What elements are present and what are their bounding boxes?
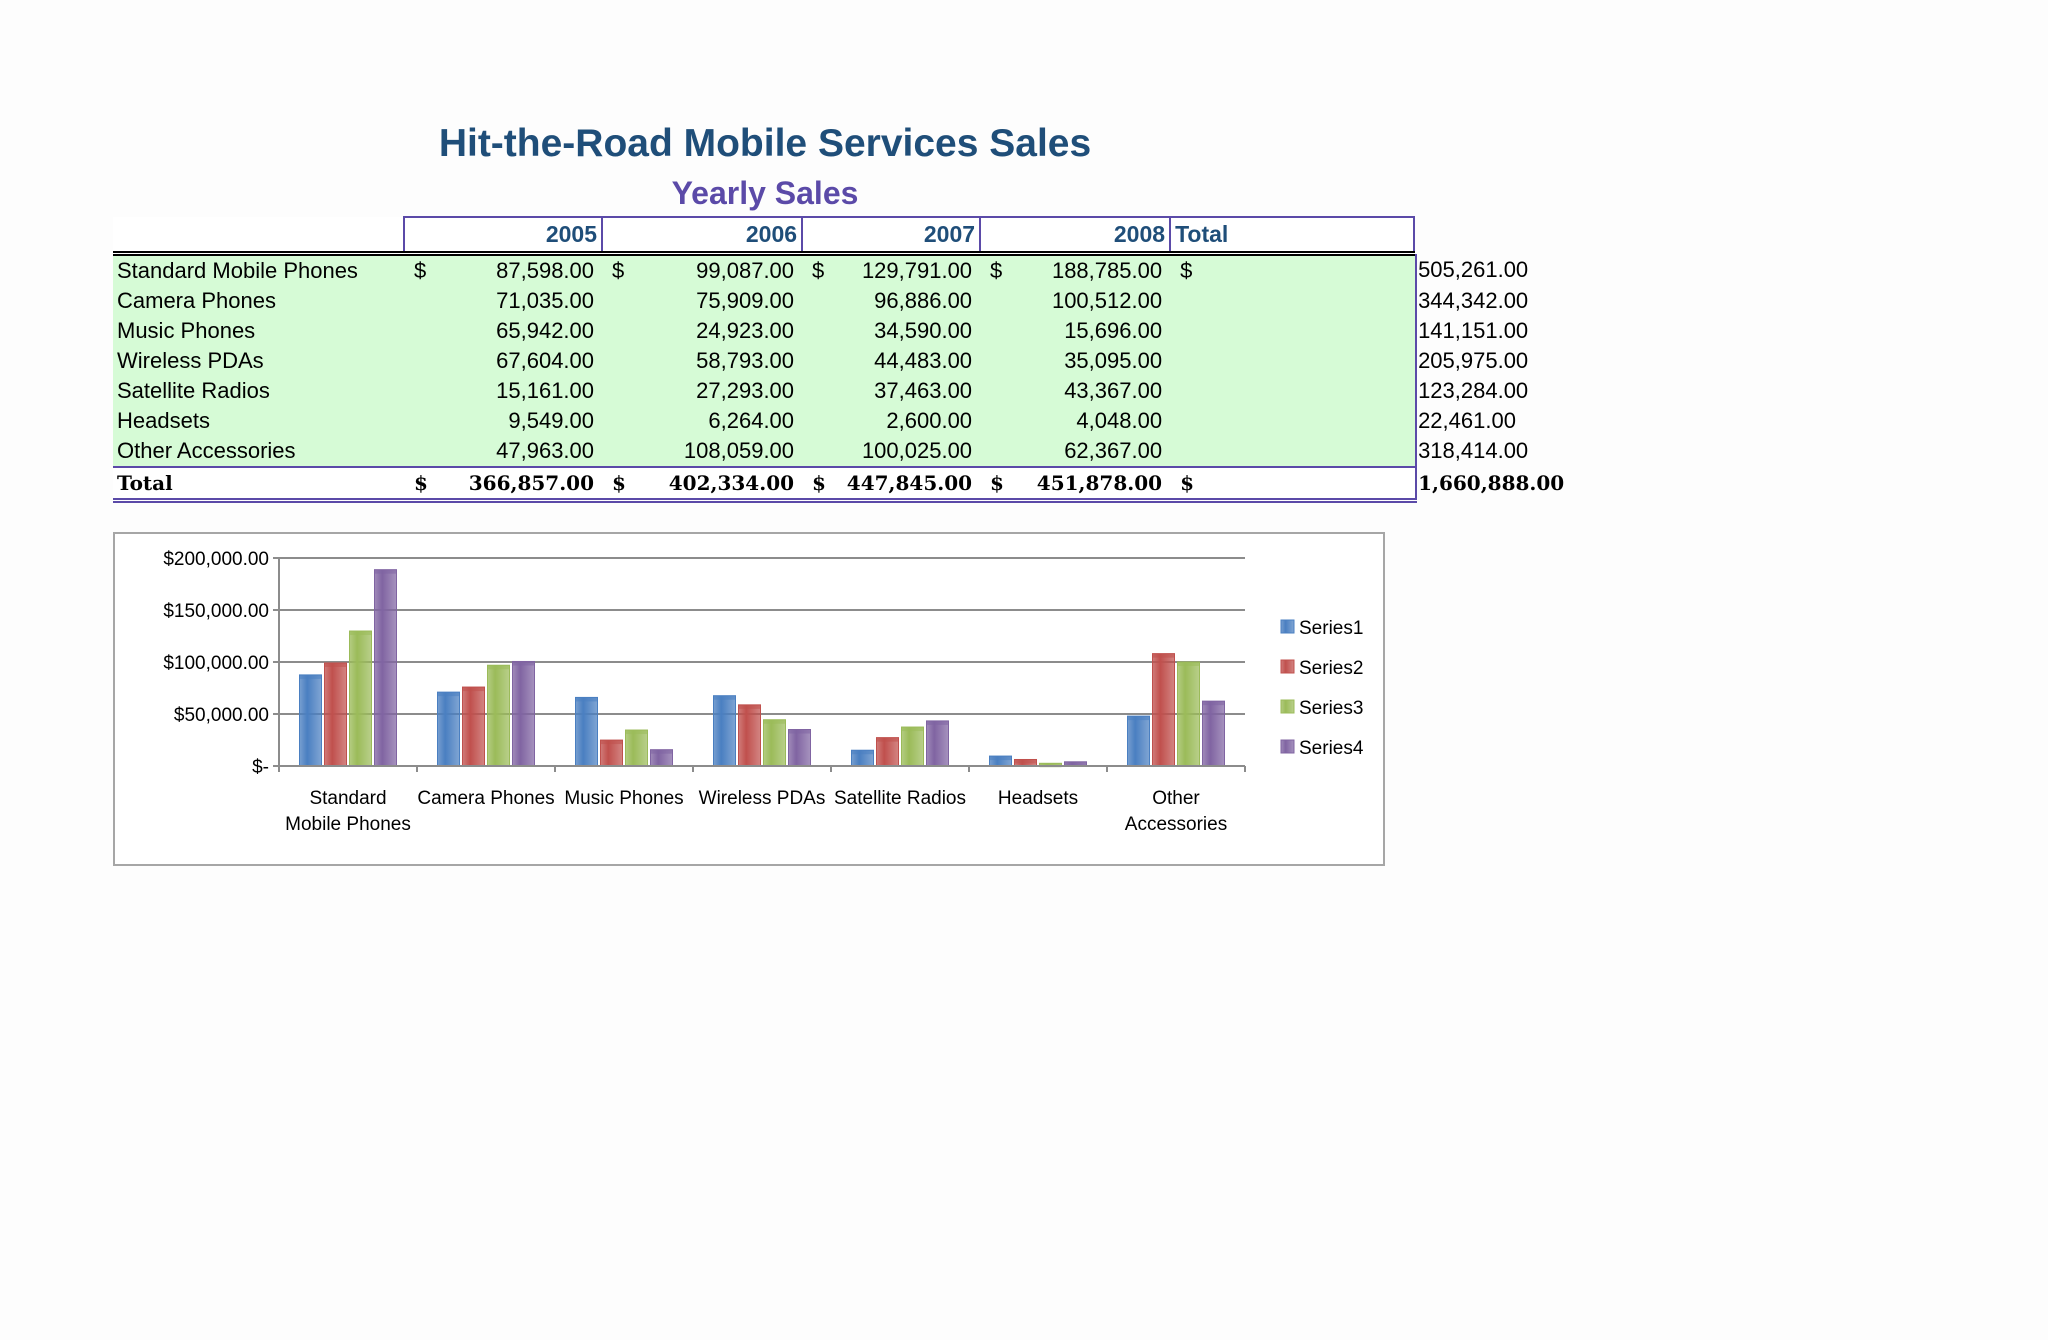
y-tick-label: $100,000.00	[163, 653, 269, 674]
bar	[350, 631, 372, 766]
bar-cap	[990, 756, 1012, 760]
total-value-cell: 366,857.00	[442, 467, 602, 501]
x-tick-label: Accessories	[1124, 814, 1228, 835]
total-label: Total	[113, 467, 404, 501]
row-label: Other Accessories	[113, 436, 404, 467]
bar-cap	[927, 721, 949, 725]
value-cell: 58,793.00	[640, 346, 802, 376]
currency-symbol: $	[1170, 254, 1414, 287]
currency-symbol	[602, 286, 640, 316]
currency-symbol	[404, 286, 442, 316]
bar-cap	[877, 738, 899, 742]
currency-symbol	[980, 436, 1018, 467]
bar-cap	[626, 730, 648, 734]
bar-cap	[601, 740, 623, 744]
currency-symbol	[602, 436, 640, 467]
bar	[576, 697, 598, 766]
value-cell: 188,785.00	[1018, 254, 1170, 287]
value-cell: 205,975.00	[1414, 346, 1416, 376]
currency-symbol	[404, 376, 442, 406]
currency-symbol	[404, 406, 442, 436]
currency-symbol	[802, 436, 840, 467]
currency-symbol	[404, 436, 442, 467]
value-cell: 35,095.00	[1018, 346, 1170, 376]
value-cell: 43,367.00	[1018, 376, 1170, 406]
bar-cap	[325, 663, 347, 667]
x-tick-label: Other	[1152, 788, 1200, 809]
header-2007: 2007	[802, 217, 980, 254]
y-tick-label: $-	[252, 757, 269, 778]
currency-symbol: $	[404, 467, 442, 501]
bar	[927, 721, 949, 766]
value-cell: 47,963.00	[442, 436, 602, 467]
bar-cap	[1015, 759, 1037, 763]
value-cell: 27,293.00	[640, 376, 802, 406]
page-title: Hit-the-Road Mobile Services Sales	[438, 122, 1092, 165]
x-tick-label: Mobile Phones	[285, 814, 411, 835]
bar-cap	[789, 730, 811, 734]
value-cell: 24,923.00	[640, 316, 802, 346]
bar	[739, 705, 761, 766]
currency-symbol	[980, 346, 1018, 376]
x-tick-label: Satellite Radios	[833, 788, 967, 809]
bar-cap	[300, 675, 322, 679]
value-cell: 318,414.00	[1414, 436, 1416, 467]
value-cell: 44,483.00	[840, 346, 980, 376]
table-row	[113, 254, 1416, 287]
value-cell: 100,025.00	[840, 436, 980, 467]
bar	[902, 727, 924, 766]
bar-cap	[576, 697, 598, 701]
value-cell: 75,909.00	[640, 286, 802, 316]
value-cell: 9,549.00	[442, 406, 602, 436]
bar-cap	[350, 631, 372, 635]
header-2008: 2008	[980, 217, 1170, 254]
value-cell: 22,461.00	[1414, 406, 1416, 436]
x-tick-label: Camera Phones	[417, 788, 555, 809]
page-subtitle: Yearly Sales	[671, 175, 859, 211]
bar	[1178, 662, 1200, 766]
sales-table	[113, 216, 1565, 503]
currency-symbol	[1170, 316, 1414, 346]
bar-cap	[714, 696, 736, 700]
value-cell: 37,463.00	[840, 376, 980, 406]
bar-cap	[651, 750, 673, 754]
legend-label: Series4	[1299, 738, 1364, 759]
currency-symbol	[980, 316, 1018, 346]
row-label: Camera Phones	[113, 286, 404, 316]
bar-cap	[739, 705, 761, 709]
bar-cap	[1178, 662, 1200, 666]
row-label: Headsets	[113, 406, 404, 436]
legend-label: Series1	[1299, 618, 1364, 639]
table-row	[113, 406, 1416, 436]
currency-symbol	[802, 376, 840, 406]
value-cell: 108,059.00	[640, 436, 802, 467]
currency-symbol	[802, 316, 840, 346]
bar-cap	[438, 692, 460, 696]
currency-symbol	[802, 286, 840, 316]
row-label: Music Phones	[113, 316, 404, 346]
currency-symbol	[980, 286, 1018, 316]
y-tick-label: $200,000.00	[163, 549, 269, 570]
value-cell: 87,598.00	[442, 254, 602, 287]
chart-svg	[115, 534, 1383, 864]
value-cell: 34,590.00	[840, 316, 980, 346]
currency-symbol	[802, 346, 840, 376]
currency-symbol: $	[980, 254, 1018, 287]
currency-symbol: $	[980, 467, 1018, 501]
bar	[789, 730, 811, 766]
currency-symbol	[404, 346, 442, 376]
value-cell: 15,161.00	[442, 376, 602, 406]
header-total: Total	[1170, 217, 1414, 254]
bar	[463, 687, 485, 766]
bar	[764, 720, 786, 766]
x-tick-label: Music Phones	[564, 788, 684, 809]
row-label: Standard Mobile Phones	[113, 254, 404, 287]
bar-cap	[764, 720, 786, 724]
x-tick-label: Standard	[309, 788, 387, 809]
table-row	[113, 436, 1416, 467]
currency-symbol	[602, 376, 640, 406]
value-cell: 96,886.00	[840, 286, 980, 316]
bar	[1203, 701, 1225, 766]
currency-symbol	[980, 376, 1018, 406]
row-label: Wireless PDAs	[113, 346, 404, 376]
y-tick-label: $150,000.00	[163, 601, 269, 622]
value-cell: 6,264.00	[640, 406, 802, 436]
value-cell: 99,087.00	[640, 254, 802, 287]
value-cell: 67,604.00	[442, 346, 602, 376]
header-row	[113, 217, 1416, 254]
header-label	[113, 217, 404, 254]
bar	[714, 696, 736, 766]
currency-symbol	[602, 346, 640, 376]
currency-symbol: $	[1170, 467, 1414, 501]
bar-cap	[488, 665, 510, 669]
bar	[1128, 716, 1150, 766]
currency-symbol	[1170, 436, 1414, 467]
legend-swatch	[1281, 660, 1294, 673]
value-cell: 62,367.00	[1018, 436, 1170, 467]
sales-chart	[113, 532, 1385, 866]
header-2006: 2006	[602, 217, 802, 254]
total-value-cell: 1,660,888.00	[1414, 467, 1416, 501]
bar	[1153, 654, 1175, 766]
currency-symbol: $	[802, 467, 840, 501]
currency-symbol	[602, 316, 640, 346]
currency-symbol	[1170, 286, 1414, 316]
bar-cap	[375, 570, 397, 574]
bar	[626, 730, 648, 766]
row-label: Satellite Radios	[113, 376, 404, 406]
currency-symbol	[1170, 406, 1414, 436]
bar	[300, 675, 322, 766]
currency-symbol: $	[602, 254, 640, 287]
legend-swatch	[1281, 620, 1294, 633]
value-cell: 141,151.00	[1414, 316, 1416, 346]
value-cell: 65,942.00	[442, 316, 602, 346]
value-cell: 344,342.00	[1414, 286, 1416, 316]
legend-label: Series2	[1299, 658, 1364, 679]
value-cell: 100,512.00	[1018, 286, 1170, 316]
table-row	[113, 286, 1416, 316]
total-row	[113, 467, 1416, 501]
bar-cap	[1203, 701, 1225, 705]
total-value-cell: 451,878.00	[1018, 467, 1170, 501]
bar	[488, 665, 510, 766]
table-row	[113, 316, 1416, 346]
value-cell: 129,791.00	[840, 254, 980, 287]
bar-cap	[1153, 654, 1175, 658]
bar-cap	[1128, 716, 1150, 720]
table-row	[113, 346, 1416, 376]
y-tick-label: $50,000.00	[173, 705, 269, 726]
currency-symbol	[1170, 346, 1414, 376]
currency-symbol	[404, 316, 442, 346]
bar-cap	[902, 727, 924, 731]
value-cell: 505,261.00	[1414, 254, 1416, 287]
currency-symbol: $	[404, 254, 442, 287]
bar	[375, 570, 397, 766]
bar	[325, 663, 347, 766]
x-tick-label: Wireless PDAs	[698, 788, 826, 809]
table-row	[113, 376, 1416, 406]
currency-symbol: $	[802, 254, 840, 287]
bar-cap	[852, 750, 874, 754]
value-cell: 4,048.00	[1018, 406, 1170, 436]
value-cell: 15,696.00	[1018, 316, 1170, 346]
total-value-cell: 447,845.00	[840, 467, 980, 501]
total-value-cell: 402,334.00	[640, 467, 802, 501]
value-cell: 123,284.00	[1414, 376, 1416, 406]
x-tick-label: Headsets	[997, 788, 1079, 809]
bar	[877, 738, 899, 766]
bar-cap	[513, 661, 535, 665]
bar-cap	[463, 687, 485, 691]
value-cell: 71,035.00	[442, 286, 602, 316]
header-2005: 2005	[404, 217, 602, 254]
currency-symbol: $	[602, 467, 640, 501]
bar	[513, 661, 535, 766]
currency-symbol	[1170, 376, 1414, 406]
bar	[438, 692, 460, 766]
value-cell: 2,600.00	[840, 406, 980, 436]
currency-symbol	[602, 406, 640, 436]
currency-symbol	[802, 406, 840, 436]
legend-label: Series3	[1299, 698, 1364, 719]
currency-symbol	[980, 406, 1018, 436]
legend-swatch	[1281, 700, 1294, 713]
legend-swatch	[1281, 740, 1294, 753]
